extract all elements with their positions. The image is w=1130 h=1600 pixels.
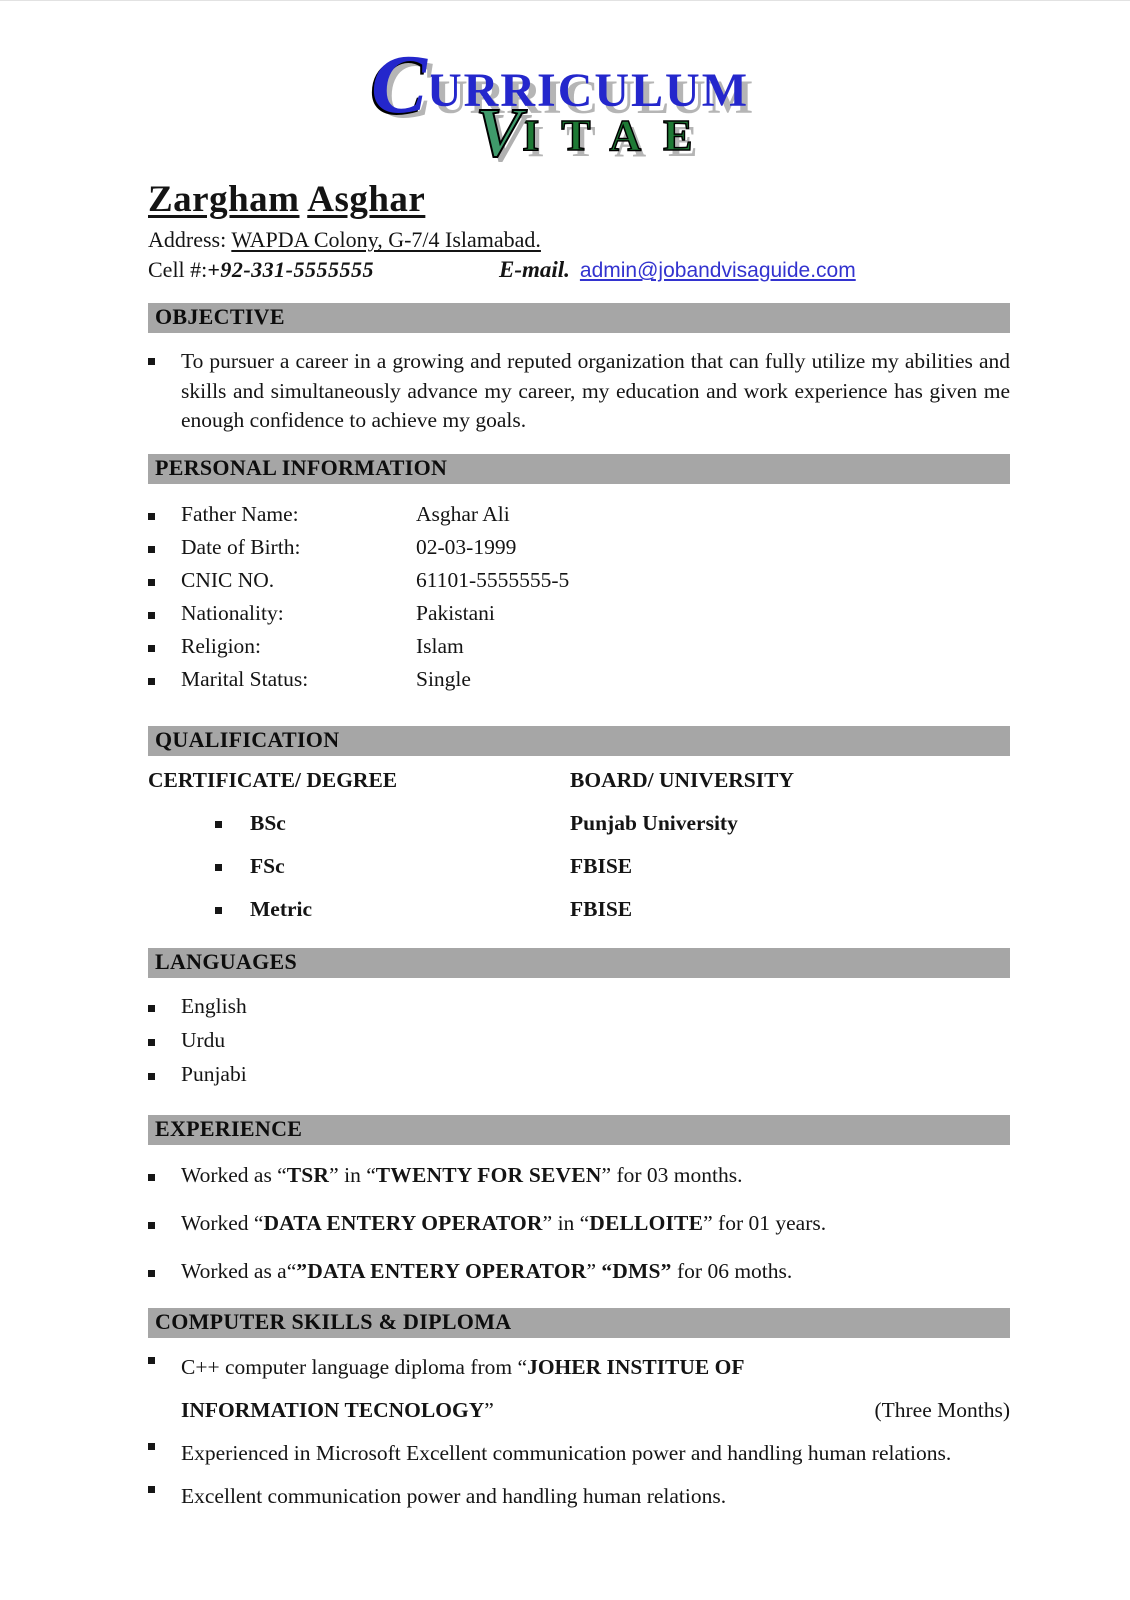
experience-text: Worked as “TSR” in “TWENTY FOR SEVEN” for 03 months. <box>181 1162 743 1187</box>
cell-number: +92-331-5555555 <box>207 257 374 283</box>
qualification-row <box>148 854 1010 879</box>
bullet-icon <box>148 1443 155 1450</box>
personal-info-row <box>148 568 1010 593</box>
diploma-second-line <box>181 1389 1010 1432</box>
personal-info-row <box>148 502 1010 527</box>
bullet-icon <box>148 1005 155 1012</box>
experience-text: Worked as a“”DATA ENTERY OPERATOR” “DMS” for 06 moths. <box>181 1258 793 1283</box>
cell-label: Cell #: <box>148 257 208 283</box>
section-header-computer-skills: COMPUTER SKILLS & DIPLOMA <box>148 1308 1010 1338</box>
bullet-icon <box>148 513 155 520</box>
list-item-text: Urdu <box>181 1027 226 1052</box>
first-name: Zargham <box>148 179 300 221</box>
logo-vitae-line <box>60 95 1130 173</box>
info-value: Asghar Ali <box>416 501 510 526</box>
diploma-duration: (Three Months) <box>874 1397 1010 1422</box>
email-label: E-mail. <box>498 257 570 283</box>
info-label: Religion: <box>181 633 262 658</box>
info-label: CNIC NO. <box>181 567 275 592</box>
section-header-qualification: QUALIFICATION <box>148 726 1010 756</box>
bullet-icon <box>148 612 155 619</box>
languages-list <box>148 994 1010 1087</box>
personal-info-row <box>148 634 1010 659</box>
qualification-row <box>148 897 1010 922</box>
objective-item <box>148 347 1010 435</box>
bullet-icon <box>148 1270 155 1277</box>
institute-name-line1: JOHER INSTITUE OF <box>527 1354 745 1379</box>
logo-initial-v: V <box>475 95 523 173</box>
personal-info-list <box>148 502 1010 692</box>
address-line <box>148 227 1010 253</box>
section-header-experience: EXPERIENCE <box>148 1115 1010 1145</box>
degree-name: FSc <box>250 853 285 878</box>
diploma-text <box>181 1346 1010 1432</box>
personal-info-row <box>148 667 1010 692</box>
institute-name-line2-wrap <box>181 1389 494 1432</box>
bullet-icon <box>148 1222 155 1229</box>
info-label: Marital Status: <box>181 666 309 691</box>
logo-initial-c: C <box>370 38 428 131</box>
degree-name: BSc <box>250 810 286 835</box>
last-name: Asghar <box>307 179 426 221</box>
board-name: FBISE <box>570 853 633 878</box>
qualification-table <box>148 811 1010 922</box>
qualification-row <box>148 811 1010 836</box>
logo-vitae-text: ITAE <box>522 111 715 161</box>
info-value: 61101-5555555-5 <box>416 567 570 592</box>
email-link[interactable]: admin@jobandvisaguide.com <box>579 259 856 283</box>
experience-item <box>148 1259 1010 1284</box>
diploma-suffix: ” <box>484 1397 494 1422</box>
info-value: Single <box>416 666 471 691</box>
address-value: WAPDA Colony, G-7/4 Islamabad. <box>231 227 541 253</box>
computer-skills-list <box>148 1432 1010 1518</box>
bullet-icon <box>148 546 155 553</box>
bullet-icon <box>148 358 155 365</box>
board-name: Punjab University <box>570 810 738 835</box>
contact-line <box>148 257 1010 283</box>
address-label: Address: <box>148 227 232 253</box>
section-header-personal-information: PERSONAL INFORMATION <box>148 454 1010 484</box>
list-item <box>148 1475 1010 1518</box>
list-item <box>148 1062 1010 1087</box>
personal-info-row <box>148 535 1010 560</box>
list-item-text: Punjabi <box>181 1061 247 1086</box>
info-label: Father Name: <box>181 501 299 526</box>
info-label: Nationality: <box>181 600 284 625</box>
person-name <box>148 178 1010 221</box>
institute-name-line2: INFORMATION TECNOLOGY <box>181 1397 485 1422</box>
list-item-text: Excellent communication power and handling human relations. <box>181 1483 727 1508</box>
bullet-icon <box>148 1357 155 1364</box>
qualification-table-headers <box>148 768 1010 793</box>
column-header-board: BOARD/ UNIVERSITY <box>570 767 794 792</box>
experience-item <box>148 1163 1010 1188</box>
bullet-icon <box>215 864 222 871</box>
board-name: FBISE <box>570 896 633 921</box>
curriculum-vitae-logo <box>0 1 1130 173</box>
list-item-text: Experienced in Microsoft Excellent communication power and handling human relations. <box>181 1440 952 1465</box>
bullet-icon <box>148 678 155 685</box>
section-header-languages: LANGUAGES <box>148 948 1010 978</box>
objective-text: To pursuer a career in a growing and reputed organization that can fully utilize my abilities and skills and simultaneously advance my career, my education and work experience has given me enough confidence to achieve my goals. <box>181 349 1010 433</box>
bullet-icon <box>148 645 155 652</box>
list-item <box>148 1432 1010 1475</box>
degree-name: Metric <box>250 896 313 921</box>
personal-info-row <box>148 601 1010 626</box>
bullet-icon <box>148 1039 155 1046</box>
bullet-icon <box>148 1486 155 1493</box>
diploma-prefix: C++ computer language diploma from “ <box>181 1354 528 1379</box>
section-header-objective: OBJECTIVE <box>148 303 1010 333</box>
info-label: Date of Birth: <box>181 534 301 559</box>
email-group <box>499 257 856 283</box>
info-value: Pakistani <box>416 600 495 625</box>
list-item-text: English <box>181 993 247 1018</box>
info-value: 02-03-1999 <box>416 534 517 559</box>
list-item <box>148 1028 1010 1053</box>
logo-curriculum-text: URRICULUM <box>427 64 749 117</box>
list-item <box>148 994 1010 1019</box>
bullet-icon <box>215 821 222 828</box>
experience-list <box>148 1163 1010 1284</box>
diploma-item <box>148 1346 1010 1432</box>
bullet-icon <box>148 1174 155 1181</box>
bullet-icon <box>215 907 222 914</box>
experience-text: Worked “DATA ENTERY OPERATOR” in “DELLOITE” for 01 years. <box>181 1210 827 1235</box>
document-body <box>0 178 1130 1517</box>
info-value: Islam <box>416 633 464 658</box>
column-header-degree: CERTIFICATE/ DEGREE <box>148 767 398 792</box>
bullet-icon <box>148 579 155 586</box>
bullet-icon <box>148 1073 155 1080</box>
experience-item <box>148 1211 1010 1236</box>
